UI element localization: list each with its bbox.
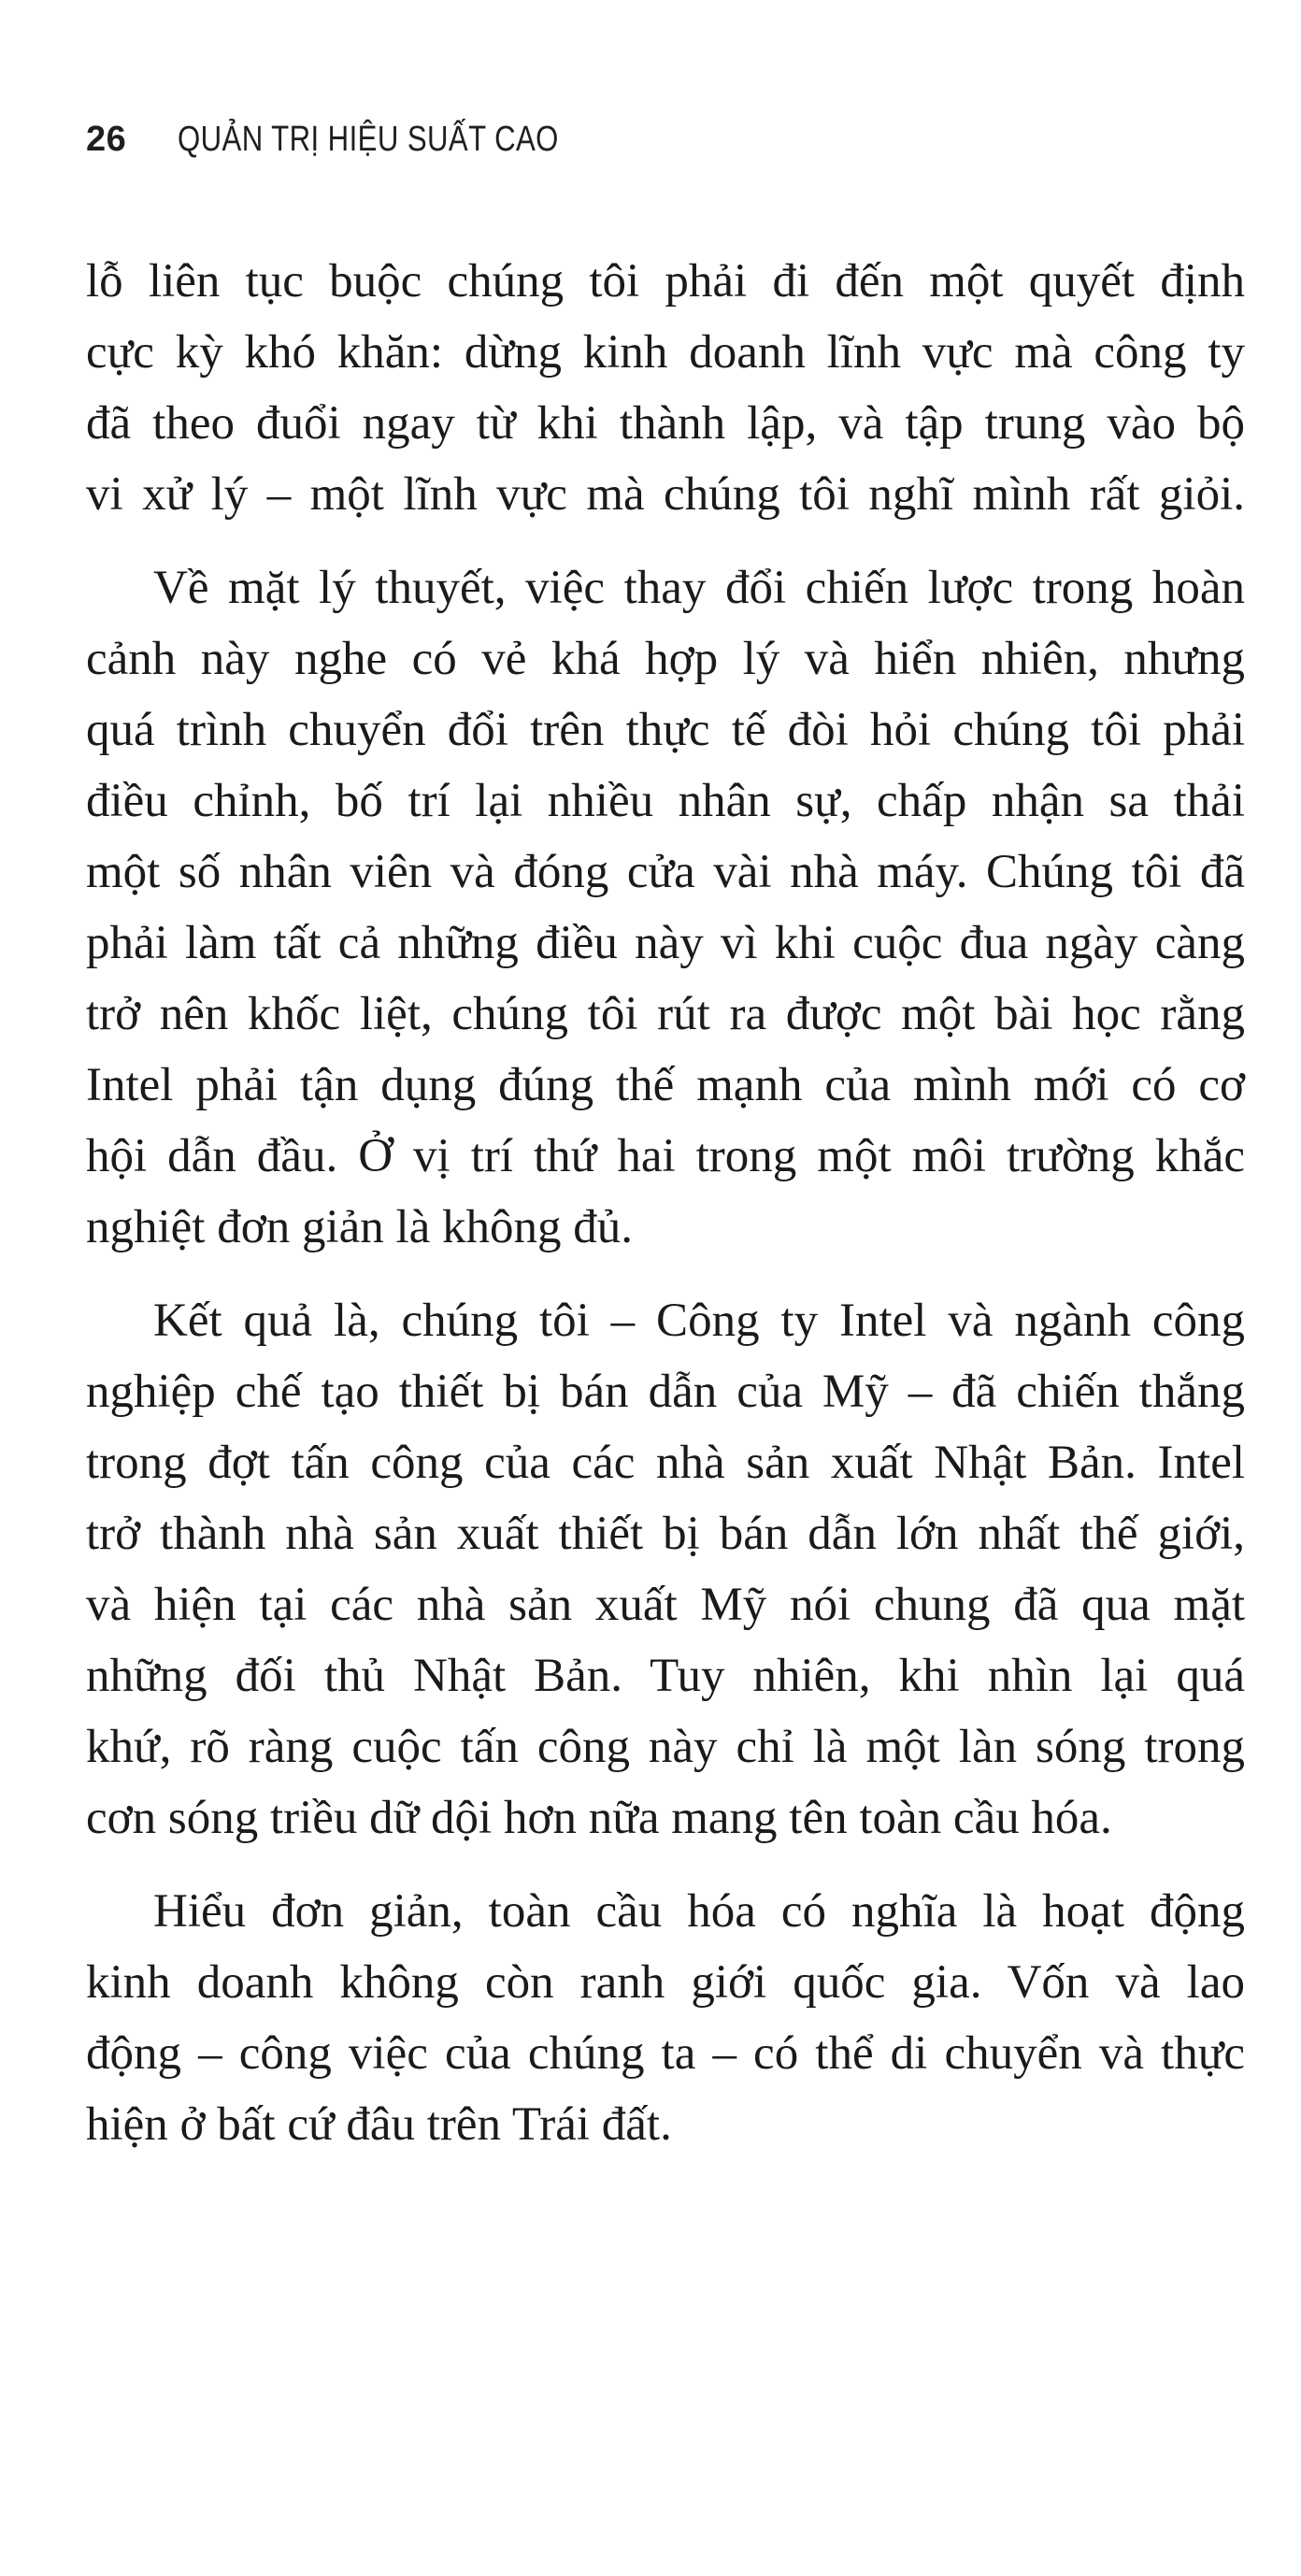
page-number: 26 [86,120,127,159]
text-line: hiện ở bất cứ đâu trên Trái đất. [86,2098,672,2151]
body-text [86,246,1245,2182]
paragraph-3 [86,1285,1245,1853]
text-line: nghiệp chế tạo thiết bị bán dẫn của Mỹ – đã chiến thắng [86,1366,1245,1418]
text-line: những đối thủ Nhật Bản. Tuy nhiên, khi nhìn lại quá [86,1650,1245,1702]
text-line: cơn sóng triều dữ dội hơn nữa mang tên toàn cầu hóa. [86,1792,1112,1844]
text-line: điều chỉnh, bố trí lại nhiều nhân sự, chấp nhận sa thải [86,775,1245,827]
text-line: Về mặt lý thuyết, việc thay đổi chiến lược trong hoàn [153,562,1245,614]
text-line: trong đợt tấn công của các nhà sản xuất Nhật Bản. Intel [86,1437,1245,1489]
text-line: và hiện tại các nhà sản xuất Mỹ nói chung đã qua mặt [86,1579,1245,1631]
text-line: trở thành nhà sản xuất thiết bị bán dẫn lớn nhất thế giới, [86,1508,1245,1560]
text-line: Kết quả là, chúng tôi – Công ty Intel và ngành công [153,1295,1245,1347]
text-line: nghiệt đơn giản là không đủ. [86,1201,634,1253]
text-line: cảnh này nghe có vẻ khá hợp lý và hiển nhiên, nhưng [86,633,1245,685]
text-line: phải làm tất cả những điều này vì khi cuộc đua ngày càng [86,917,1245,969]
text-line: cực kỳ khó khăn: dừng kinh doanh lĩnh vực mà công ty [86,326,1245,379]
text-line: trở nên khốc liệt, chúng tôi rút ra được một bài học rằng [86,988,1245,1040]
text-line: một số nhân viên và đóng cửa vài nhà máy. Chúng tôi đã [86,846,1245,898]
paragraph-2 [86,552,1245,1263]
text-line: khứ, rõ ràng cuộc tấn công này chỉ là một làn sóng trong [86,1721,1245,1773]
text-line: lỗ liên tục buộc chúng tôi phải đi đến một quyết định [86,255,1245,308]
paragraph-4 [86,1876,1245,2160]
text-line: vi xử lý – một lĩnh vực mà chúng tôi nghĩ mình rất giỏi. [86,468,1245,521]
text-line: động – công việc của chúng ta – có thể di chuyển và thực [86,2027,1245,2080]
running-header [86,120,643,160]
book-title: QUẢN TRỊ HIỆU SUẤT CAO [178,120,560,159]
text-line: kinh doanh không còn ranh giới quốc gia. Vốn và lao [86,1956,1245,2009]
paragraph-1 [86,246,1245,530]
text-line: hội dẫn đầu. Ở vị trí thứ hai trong một môi trường khắc [86,1130,1245,1182]
text-line: quá trình chuyển đổi trên thực tế đòi hỏi chúng tôi phải [86,704,1245,756]
text-line: Hiểu đơn giản, toàn cầu hóa có nghĩa là hoạt động [153,1885,1245,1938]
text-line: Intel phải tận dụng đúng thế mạnh của mình mới có cơ [86,1059,1245,1111]
text-line: đã theo đuổi ngay từ khi thành lập, và tập trung vào bộ [86,397,1245,450]
